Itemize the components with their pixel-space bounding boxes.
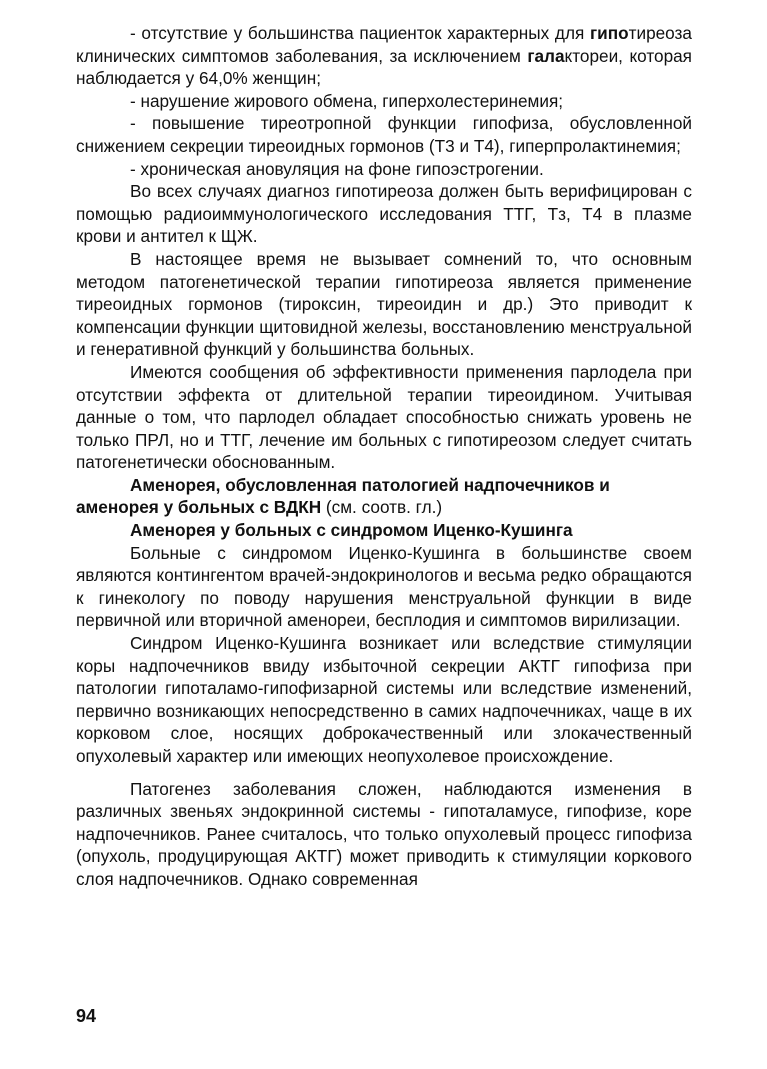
paragraph-anovulation: - хроническая ановуляция на фоне гипоэстрогении. [130, 158, 544, 179]
heading-text: Аменорея, обусловленная патологией надпочечников и аменорея у больных с ВДКН [76, 474, 610, 518]
paragraph-cushing-causes: Синдром Иценко-Кушинга возникает или вследствие стимуляции коры надпочечников ввиду избыточной секреции АКТГ гипофиза при патологии гипоталамо-гипофизарной системы или вследствие изменений, первично возникающих непосредственно в самих надпочечниках, чаще в их корковом слое, носящих доброкачественный или злокачественный опухолевый характер или имеющих неопухолевое происхождение. [76, 633, 692, 766]
paragraph-symptoms [76, 22, 692, 90]
page-number: 94 [76, 1006, 97, 1026]
paragraph-therapy: В настоящее время не вызывает сомнений то, что основным методом патогенетической терапии гипотиреоза является применение тиреоидных гормонов (тироксин, тиреоидин и др.) Это приводит к компенсации функции щитовидной железы, восстановлению менструальной и генеративной функций у большинства больных. [76, 248, 692, 360]
text: тиреоза клинических симптомов заболевания, за исключением [76, 23, 692, 66]
paragraph-diagnosis: Во всех случаях диагноз гипотиреоза должен быть верифицирован с помощью радиоиммунологического исследования ТТГ, Тз, Т4 в плазме крови и антител к ЩЖ. [76, 181, 692, 247]
section-heading-adrenal [76, 474, 692, 519]
text: ктореи, которая наблюдается у 64,0% женщин; [76, 45, 692, 89]
page-body [76, 22, 692, 891]
text: - отсутствие у большинства пациенток характерных для [130, 23, 590, 43]
section-heading-cushing: Аменорея у больных с синдромом Иценко-Кушинга [130, 520, 573, 541]
paragraph-tsh: - повышение тиреотропной функции гипофиза, обусловленной снижением секреции тиреоидных гормонов (Т3 и Т4), гиперпролактинемия; [76, 113, 692, 156]
paragraph-cushing-patients: Больные с синдромом Иценко-Кушинга в большинстве своем являются контингентом врачей-эндокринологов и весьма редко обращаются к гинекологу по поводу нарушения менструальной функции в виде первичной или вторичной аменореи, бесплодия и симптомов вирилизации. [76, 542, 692, 631]
paragraph-lipid: - нарушение жирового обмена, гиперхолестеринемия; [130, 90, 564, 111]
heading-reference: (см. соотв. гл.) [321, 497, 443, 518]
bold-text: гипо [589, 23, 629, 43]
bold-text: гала [527, 45, 565, 66]
paragraph-parlodel: Имеются сообщения об эффективности применения парлодела при отсутствии эффекта от длительной терапии тиреоидином. Учитывая данные о том, что парлодел обладает способностью снижать уровень не только ПРЛ, но и ТТГ, лечение им больных с гипотиреозом следует считать патогенетически обоснованным. [76, 361, 692, 473]
paragraph-pathogenesis: Патогенез заболевания сложен, наблюдаются изменения в различных звеньях эндокринной системы - гипоталамусе, гипофизе, коре надпочечников. Ранее считалось, что только опухолевый процесс гипофиза (опухоль, продуцирующая АКТГ) может приводить к стимуляции коркового слоя надпочечников. Однако современная [76, 778, 692, 889]
